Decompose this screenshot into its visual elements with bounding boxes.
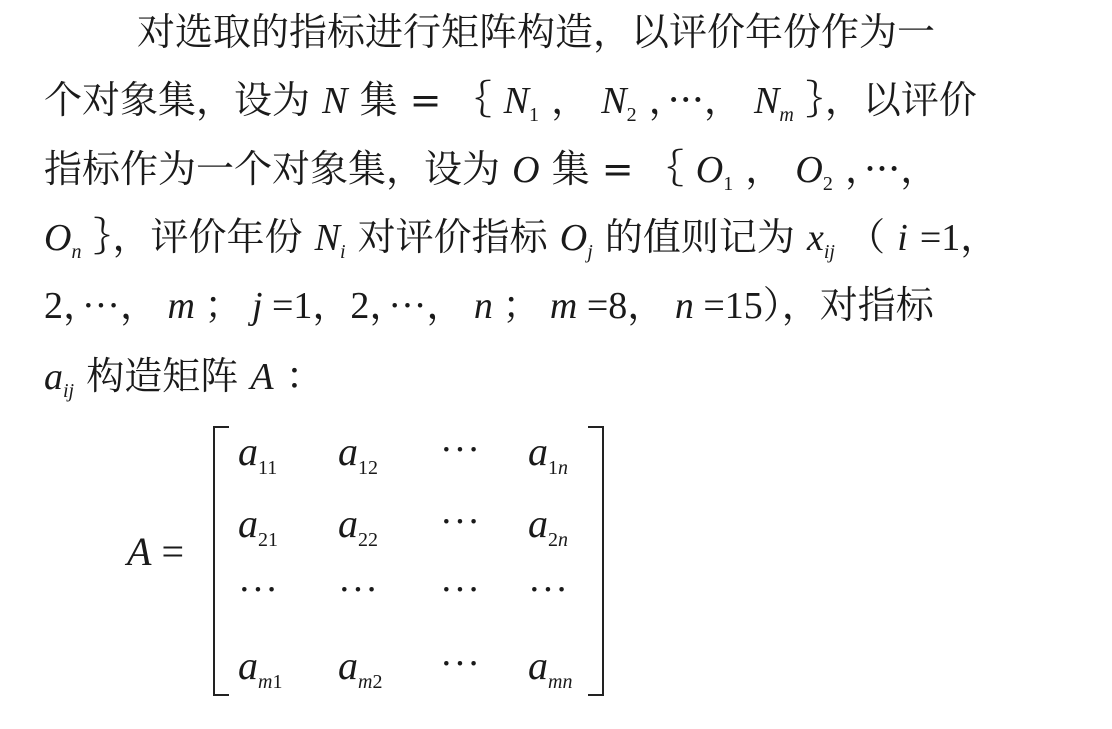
ellipsis: ··· xyxy=(338,569,379,611)
var-Ni: N xyxy=(314,217,341,259)
matrix-cell-3-3 xyxy=(440,568,530,612)
matrix-entry-sub: 11 xyxy=(258,457,278,479)
var-A: A xyxy=(127,529,152,574)
text: 构造矩阵 xyxy=(86,354,239,398)
matrix-entry-sub: m2 xyxy=(358,671,383,693)
matrix-entry-base: a xyxy=(528,643,548,688)
text: 对评价指标 xyxy=(357,215,548,259)
sub-ij: ij xyxy=(63,380,75,402)
matrix-entry-base: a xyxy=(238,501,258,546)
text: ｝，以评价 xyxy=(805,78,977,122)
matrix-lhs xyxy=(127,528,184,575)
matrix-cell-4-4 xyxy=(528,642,618,693)
matrix-entry-base: a xyxy=(338,643,358,688)
var-O: O xyxy=(512,149,540,191)
matrix-entry-base: a xyxy=(528,501,548,546)
matrix-cell-2-1 xyxy=(238,500,328,551)
sub-m: m xyxy=(779,104,794,126)
matrix-entry-base: a xyxy=(338,429,358,474)
ellipsis: ··· xyxy=(440,501,481,543)
text-line-1: 对选取的指标进行矩阵构造，以评价年份作为一 xyxy=(137,10,936,54)
var-n: n xyxy=(473,285,493,327)
sub-1: 1 xyxy=(723,173,734,195)
separator: ， xyxy=(551,78,590,122)
var-j: j xyxy=(251,285,263,327)
sub-i: i xyxy=(340,241,346,263)
matrix-entry-sub: 21 xyxy=(258,529,278,551)
text: =8， xyxy=(586,285,666,327)
var-N2: N xyxy=(601,80,627,122)
separator: ，···， xyxy=(844,147,939,191)
matrix-cell-4-1 xyxy=(238,642,328,693)
matrix-cell-1-2 xyxy=(338,428,428,479)
matrix-entry-base: a xyxy=(238,429,258,474)
matrix-cell-3-1 xyxy=(238,568,328,612)
var-m: m xyxy=(549,285,578,327)
text: =1，2，···， xyxy=(272,285,465,327)
sub-j: j xyxy=(587,241,593,263)
text: 的值则记为 xyxy=(604,215,795,259)
matrix-cell-1-1 xyxy=(238,428,328,479)
text: 集 = ｛ xyxy=(551,147,684,191)
ellipsis: ··· xyxy=(238,569,279,611)
separator: ，···， xyxy=(648,78,742,122)
matrix-cell-2-2 xyxy=(338,500,428,551)
text: 2，···， xyxy=(44,285,158,327)
matrix-entry-base: a xyxy=(338,501,358,546)
ellipsis: ··· xyxy=(440,429,481,471)
var-x: x xyxy=(807,217,824,259)
text: ： xyxy=(285,354,324,398)
matrix-entry-sub: mn xyxy=(548,671,573,693)
var-O2: O xyxy=(795,149,823,191)
sub-2: 2 xyxy=(626,104,637,126)
equals-sign: = xyxy=(151,529,184,574)
sub-n: n xyxy=(71,241,82,263)
matrix-entry-sub: 12 xyxy=(358,457,378,479)
text: 集 = ｛ xyxy=(359,78,492,122)
var-n: n xyxy=(674,285,694,327)
text: ； xyxy=(502,285,541,327)
matrix-entry-sub: 1n xyxy=(548,457,568,479)
matrix-entry-base: a xyxy=(238,643,258,688)
var-O1: O xyxy=(695,149,724,191)
text: ； xyxy=(204,285,243,327)
matrix-cell-4-2 xyxy=(338,642,428,693)
var-Oj: O xyxy=(559,217,588,259)
matrix-cell-1-3 xyxy=(440,428,530,472)
sub-1: 1 xyxy=(529,104,540,126)
ellipsis: ··· xyxy=(440,643,481,685)
matrix-entry-sub: 22 xyxy=(358,529,378,551)
matrix-cell-1-4 xyxy=(528,428,618,479)
text: =15），对指标 xyxy=(703,285,934,327)
sub-ij: ij xyxy=(823,241,835,263)
var-A: A xyxy=(250,356,274,398)
matrix-cell-3-2 xyxy=(338,568,428,612)
var-i: i xyxy=(897,217,908,259)
matrix-cell-2-4 xyxy=(528,500,618,551)
var-Nm: N xyxy=(754,80,780,122)
var-On: O xyxy=(44,217,72,259)
var-m: m xyxy=(167,285,195,327)
separator: ， xyxy=(745,147,784,191)
var-a: a xyxy=(44,356,63,398)
matrix-entry-sub: 2n xyxy=(548,529,568,551)
text: ｝，评价年份 xyxy=(93,215,303,259)
ellipsis: ··· xyxy=(528,569,569,611)
text: 指标作为一个对象集，设为 xyxy=(44,147,501,191)
left-bracket xyxy=(213,426,229,696)
sub-2: 2 xyxy=(822,173,833,195)
matrix-cell-2-3 xyxy=(440,500,530,544)
matrix-entry-sub: m1 xyxy=(258,671,283,693)
var-N: N xyxy=(322,80,348,122)
ellipsis: ··· xyxy=(440,569,481,611)
matrix-entry-base: a xyxy=(528,429,548,474)
matrix-cell-3-4 xyxy=(528,568,618,612)
matrix-cell-4-3 xyxy=(440,642,530,686)
text: =1， xyxy=(919,217,999,259)
text: （ xyxy=(847,215,886,259)
var-N1: N xyxy=(503,80,530,122)
text: 个对象集，设为 xyxy=(44,78,311,122)
